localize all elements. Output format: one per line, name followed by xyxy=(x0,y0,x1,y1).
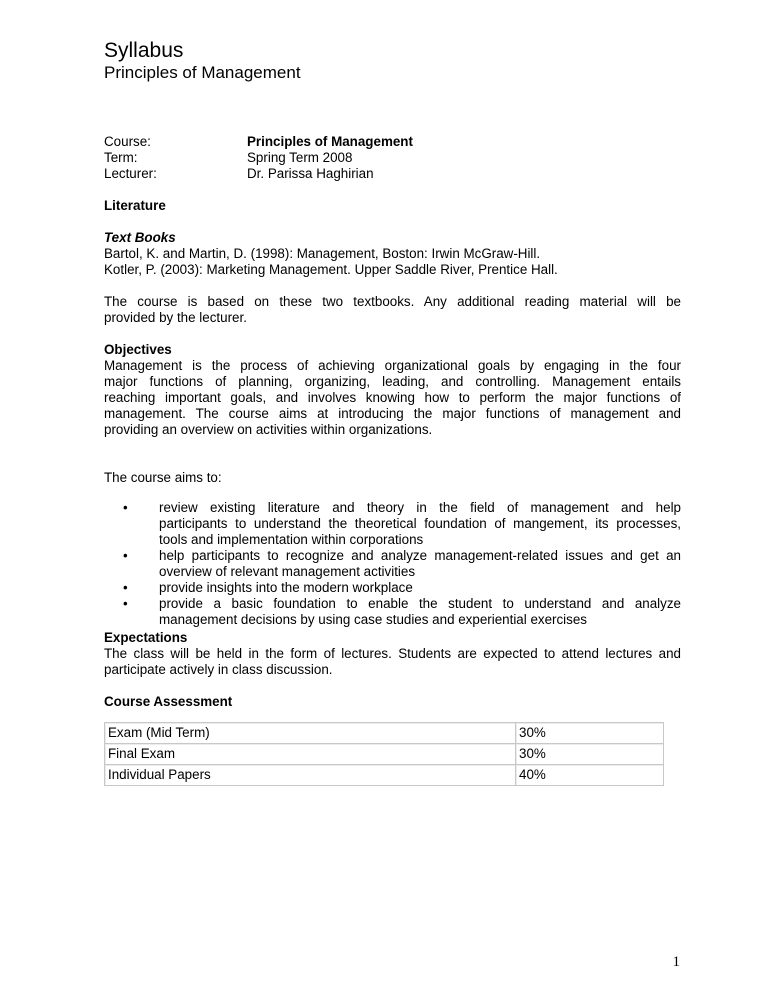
paragraph-line: Management is the process of achieving organizational goals by engaging in the four xyxy=(104,358,681,373)
assessment-item: Final Exam xyxy=(105,744,516,765)
meta-row-course xyxy=(104,134,413,150)
meta-label: Course: xyxy=(104,134,151,149)
document-subtitle: Principles of Management xyxy=(104,63,301,82)
meta-label: Lecturer: xyxy=(104,166,157,181)
paragraph-line: providing an overview on activities within organizations. xyxy=(104,422,433,437)
literature-heading: Literature xyxy=(104,198,166,213)
list-item xyxy=(104,596,681,628)
paragraph-line: major functions of planning, organizing, leading, and controlling. Management entails xyxy=(104,374,681,389)
page-number: 1 xyxy=(672,954,680,970)
course-meta xyxy=(104,134,413,182)
meta-value-course: Principles of Management xyxy=(247,134,413,149)
list-item xyxy=(104,548,681,580)
reference-item: Kotler, P. (2003): Marketing Management. Upper Saddle River, Prentice Hall. xyxy=(104,262,558,277)
list-item-line: help participants to recognize and analyze management-related issues and get an xyxy=(159,548,681,563)
list-item-line: tools and implementation within corporations xyxy=(159,532,424,547)
meta-value-term: Spring Term 2008 xyxy=(247,150,353,165)
table-row xyxy=(105,765,664,786)
list-item-line: review existing literature and theory in the field of management and help xyxy=(159,500,681,515)
list-item-line: participants to understand the theoretical foundation of mangement, its processes, xyxy=(159,516,681,531)
assessment-weight: 30% xyxy=(516,744,664,765)
paragraph-line: reaching important goals, and involves knowing how to perform the major functions of xyxy=(104,390,681,405)
assessment-weight: 40% xyxy=(516,765,664,786)
meta-row-lecturer xyxy=(104,166,413,182)
meta-row-term xyxy=(104,150,413,166)
table-row xyxy=(105,723,664,744)
paragraph-line: participate actively in class discussion. xyxy=(104,662,333,677)
objectives-heading: Objectives xyxy=(104,342,172,357)
meta-label: Term: xyxy=(104,150,138,165)
assessment-table xyxy=(104,722,664,786)
document-title: Syllabus xyxy=(104,39,184,62)
bullet-icon: • xyxy=(123,596,128,611)
list-item-line: overview of relevant management activities xyxy=(159,564,416,579)
expectations-paragraph xyxy=(104,646,681,678)
expectations-heading: Expectations xyxy=(104,630,188,645)
list-item xyxy=(104,580,681,596)
bullet-icon: • xyxy=(123,548,128,563)
assessment-item: Exam (Mid Term) xyxy=(105,723,516,744)
paragraph-line: The course is based on these two textbooks. Any additional reading material will be xyxy=(104,294,681,309)
paragraph-line: management. The course aims at introducing the major functions of management and xyxy=(104,406,681,421)
list-item-line: management decisions by using case studies and experiential exercises xyxy=(159,612,587,627)
bullet-icon: • xyxy=(123,500,128,515)
assessment-item: Individual Papers xyxy=(105,765,516,786)
literature-note xyxy=(104,294,681,326)
aims-intro: The course aims to: xyxy=(104,470,222,485)
objectives-paragraph xyxy=(104,358,681,438)
list-item-line: provide insights into the modern workplace xyxy=(159,580,413,595)
paragraph-line: The class will be held in the form of lectures. Students are expected to attend lectures and xyxy=(104,646,681,661)
list-item-line: provide a basic foundation to enable the student to understand and analyze xyxy=(159,596,681,611)
bullet-icon: • xyxy=(123,580,128,595)
textbooks-heading: Text Books xyxy=(104,230,176,245)
reference-item: Bartol, K. and Martin, D. (1998): Management, Boston: Irwin McGraw-Hill. xyxy=(104,246,541,261)
meta-value-lecturer: Dr. Parissa Haghirian xyxy=(247,166,374,181)
assessment-weight: 30% xyxy=(516,723,664,744)
paragraph-line: provided by the lecturer. xyxy=(104,310,247,325)
table-row xyxy=(105,744,664,765)
aims-list xyxy=(104,500,681,628)
assessment-heading: Course Assessment xyxy=(104,694,233,709)
list-item xyxy=(104,500,681,548)
